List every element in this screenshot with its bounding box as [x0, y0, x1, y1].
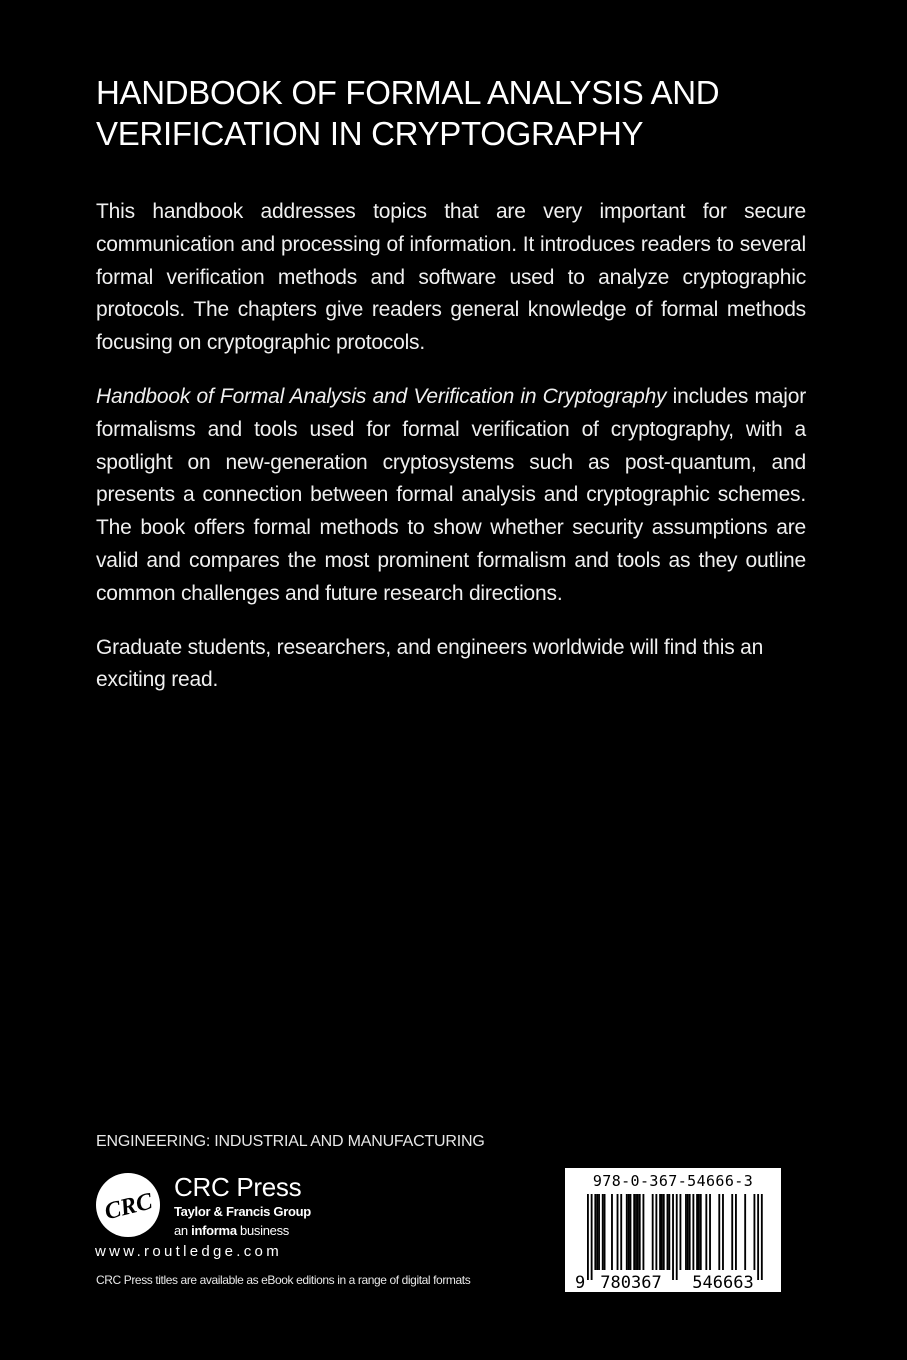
barcode-digit-first: 9: [575, 1273, 586, 1292]
barcode-bar: [698, 1194, 700, 1270]
barcode-bar: [637, 1194, 639, 1270]
barcode-bar: [633, 1194, 635, 1270]
barcode-bars: [571, 1192, 775, 1292]
book-title-line-2: VERIFICATION IN CRYPTOGRAPHY: [96, 115, 644, 152]
barcode-bar: [668, 1194, 670, 1270]
barcode-bar: [680, 1194, 682, 1270]
publisher-informa-line: [174, 1223, 289, 1238]
blurb-paragraph-1: This handbook addresses topics that are very important for secure communication and processing of information. It introduces readers to several formal verification methods and software used to analyze cryptographic protocols. The chapters give readers general knowledge of formal methods focusing on cryptographic protocols.: [96, 200, 806, 355]
barcode-bar: [643, 1194, 645, 1270]
publisher-name: CRC Press: [174, 1172, 302, 1202]
blurb-book-title-italic: Handbook of Formal Analysis and Verification in Cryptography: [96, 384, 667, 408]
barcode-bar: [757, 1194, 759, 1280]
barcode-bar: [587, 1194, 589, 1280]
barcode-bar: [754, 1194, 756, 1270]
barcode-bar: [692, 1194, 694, 1270]
barcode-bar: [687, 1194, 689, 1270]
barcode-bar: [696, 1194, 698, 1270]
crc-logo-text: CRC: [102, 1188, 155, 1226]
barcode-bar: [731, 1194, 733, 1270]
barcode-bar: [722, 1194, 724, 1270]
barcode-bar: [667, 1194, 669, 1270]
publisher-block: [95, 1172, 355, 1242]
ebook-availability-note: CRC Press titles are available as eBook editions in a range of digital formats: [96, 1273, 471, 1287]
crc-press-logo-icon: [95, 1172, 161, 1238]
isbn-number: 978-0-367-54666-3: [592, 1172, 754, 1190]
blurb-paragraph-3: Graduate students, researchers, and engineers worldwide will find this an exciting read.: [96, 635, 764, 692]
barcode-bar: [735, 1194, 737, 1270]
barcode-digits-left: 780367: [600, 1273, 662, 1292]
barcode-bar: [689, 1194, 691, 1270]
subject-category: ENGINEERING: INDUSTRIAL AND MANUFACTURING: [96, 1133, 485, 1150]
barcode-bar: [744, 1194, 746, 1270]
barcode-bar: [611, 1194, 613, 1270]
barcode-bar: [705, 1194, 707, 1270]
book-title: [96, 72, 836, 154]
barcode-bar: [659, 1194, 661, 1270]
barcode-bar: [591, 1194, 593, 1280]
informa-prefix: an: [174, 1223, 192, 1238]
barcode-bar: [652, 1194, 654, 1270]
barcode-bar: [626, 1194, 628, 1270]
barcode-bar: [598, 1194, 600, 1270]
barcode-bar: [628, 1194, 630, 1270]
barcode-bar: [700, 1194, 702, 1270]
barcode-bar-group: [587, 1194, 763, 1280]
publisher-website: www.routledge.com: [95, 1243, 282, 1260]
barcode-bar: [617, 1194, 619, 1270]
barcode-bar: [718, 1194, 720, 1270]
blurb: [96, 196, 806, 718]
barcode-bar: [672, 1194, 674, 1280]
barcode-bar: [761, 1194, 763, 1280]
blurb-paragraph-2-rest: includes major formalisms and tools used for formal verification of cryptography, with a spotlight on new-generation cryptosystems such as post-quantum, and presents a connection between formal analysis and cryptographic schemes. The book offers formal methods to show whether security assumptions are valid and compares the most prominent formalism and tools as they outline common challenges and future research directions.: [96, 384, 806, 605]
barcode-bar: [630, 1194, 632, 1270]
barcode-digits-right: 546663: [692, 1273, 754, 1292]
barcode-bar: [620, 1194, 622, 1270]
barcode-bar: [596, 1194, 598, 1270]
barcode-bar: [635, 1194, 637, 1270]
publisher-group: Taylor & Francis Group: [174, 1204, 311, 1219]
barcode-bar: [602, 1194, 604, 1270]
barcode-bar: [661, 1194, 663, 1270]
informa-word: informa: [191, 1223, 237, 1238]
barcode-bar: [685, 1194, 687, 1270]
barcode-bar: [676, 1194, 678, 1280]
blurb-paragraph-2: [96, 381, 806, 611]
barcode-bar: [604, 1194, 606, 1270]
barcode-bar: [655, 1194, 657, 1270]
barcode-bar: [594, 1194, 596, 1270]
barcode-bar: [639, 1194, 641, 1270]
barcode-bar: [709, 1194, 711, 1270]
book-title-line-1: HANDBOOK OF FORMAL ANALYSIS AND: [96, 74, 720, 111]
isbn-barcode: [565, 1168, 781, 1292]
barcode-bar: [663, 1194, 665, 1270]
informa-suffix: business: [236, 1223, 289, 1238]
